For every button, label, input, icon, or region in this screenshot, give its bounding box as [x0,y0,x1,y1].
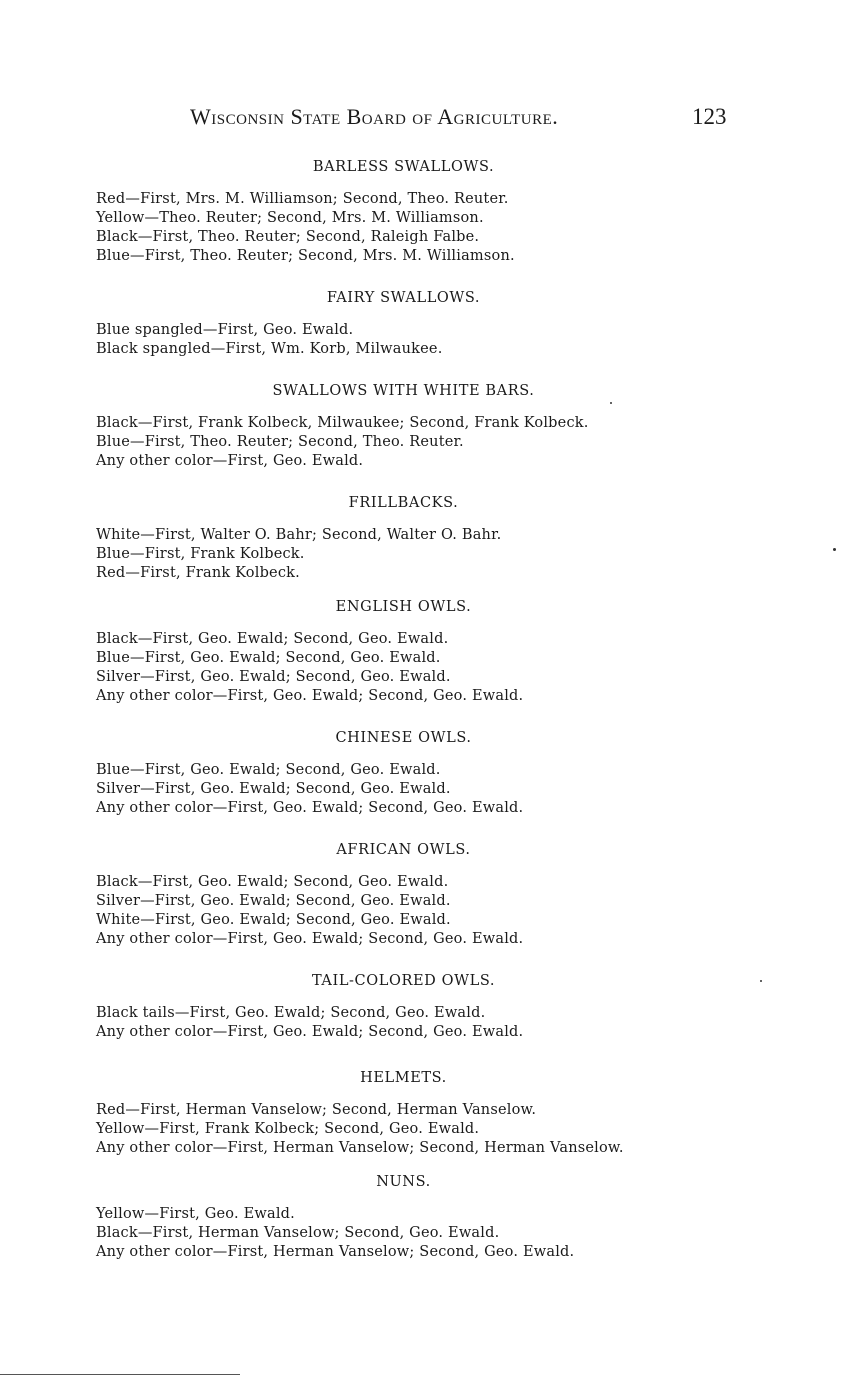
award-entry: Red—First, Frank Kolbeck. [96,565,300,581]
award-entry: Yellow—First, Geo. Ewald. [96,1206,295,1222]
award-entry: White—First, Walter O. Bahr; Second, Walter O. Bahr. [96,527,502,543]
section-african-owls [96,841,796,949]
award-entry: Any other color—First, Geo. Ewald; Second, Geo. Ewald. [96,931,524,947]
section-heading: BARLESS SWALLOWS. [312,159,495,175]
award-entry: Any other color—First, Herman Vanselow; Second, Herman Vanselow. [96,1140,624,1156]
section-heading: CHINESE OWLS. [335,730,472,746]
section-heading: NUNS. [376,1174,431,1190]
section-tail-colored-owls [96,972,796,1042]
award-entry: Yellow—First, Frank Kolbeck; Second, Geo. Ewald. [96,1121,480,1137]
section-barless-swallows [96,158,796,266]
award-entry: Blue—First, Geo. Ewald; Second, Geo. Ewald. [96,650,441,666]
award-entry: Blue—First, Theo. Reuter; Second, Mrs. M. Williamson. [96,248,515,264]
award-entry: Silver—First, Geo. Ewald; Second, Geo. Ewald. [96,669,451,685]
award-entry: Red—First, Mrs. M. Williamson; Second, Theo. Reuter. [96,191,509,207]
running-title: Wisconsin State Board of Agriculture. [190,104,559,129]
print-speck [833,548,836,551]
page-body [96,158,796,1262]
section-swallows-with-white-bars [96,382,796,471]
award-entry: White—First, Geo. Ewald; Second, Geo. Ewald. [96,912,451,928]
page-header [0,104,863,134]
award-entry: Any other color—First, Geo. Ewald. [96,453,364,469]
award-entry: Blue spangled—First, Geo. Ewald. [96,322,354,338]
award-entry: Any other color—First, Geo. Ewald; Second, Geo. Ewald. [96,1024,524,1040]
bottom-edge-rule [0,1374,240,1375]
award-entry: Any other color—First, Herman Vanselow; Second, Geo. Ewald. [96,1244,575,1260]
award-entry: Black—First, Geo. Ewald; Second, Geo. Ewald. [96,874,449,890]
section-heading: SWALLOWS WITH WHITE BARS. [272,383,535,399]
award-entry: Blue—First, Geo. Ewald; Second, Geo. Ewald. [96,762,441,778]
section-helmets [96,1069,796,1158]
section-frillbacks [96,494,796,583]
section-english-owls [96,598,796,706]
award-entry: Silver—First, Geo. Ewald; Second, Geo. Ewald. [96,893,451,909]
section-nuns [96,1173,796,1262]
award-entry: Blue—First, Theo. Reuter; Second, Theo. Reuter. [96,434,464,450]
award-entry: Any other color—First, Geo. Ewald; Second, Geo. Ewald. [96,688,524,704]
section-heading: FRILLBACKS. [348,495,459,511]
section-fairy-swallows [96,289,796,359]
section-heading: TAIL-COLORED OWLS. [311,973,496,989]
print-speck [610,402,612,404]
award-entry: Red—First, Herman Vanselow; Second, Herman Vanselow. [96,1102,537,1118]
award-entry: Blue—First, Frank Kolbeck. [96,546,305,562]
award-entry: Black—First, Herman Vanselow; Second, Geo. Ewald. [96,1225,500,1241]
section-heading: ENGLISH OWLS. [335,599,472,615]
award-entry: Black—First, Theo. Reuter; Second, Raleigh Falbe. [96,229,480,245]
award-entry: Silver—First, Geo. Ewald; Second, Geo. Ewald. [96,781,451,797]
award-entry: Any other color—First, Geo. Ewald; Second, Geo. Ewald. [96,800,524,816]
section-heading: AFRICAN OWLS. [336,842,471,858]
section-heading: HELMETS. [360,1070,447,1086]
section-heading: FAIRY SWALLOWS. [326,290,481,306]
section-chinese-owls [96,729,796,818]
award-entry: Yellow—Theo. Reuter; Second, Mrs. M. Williamson. [96,210,484,226]
award-entry: Black spangled—First, Wm. Korb, Milwaukee. [96,341,443,357]
print-speck [760,980,762,982]
award-entry: Black—First, Geo. Ewald; Second, Geo. Ewald. [96,631,449,647]
award-entry: Black tails—First, Geo. Ewald; Second, Geo. Ewald. [96,1005,486,1021]
page-number: 123 [692,104,727,129]
award-entry: Black—First, Frank Kolbeck, Milwaukee; Second, Frank Kolbeck. [96,415,589,431]
